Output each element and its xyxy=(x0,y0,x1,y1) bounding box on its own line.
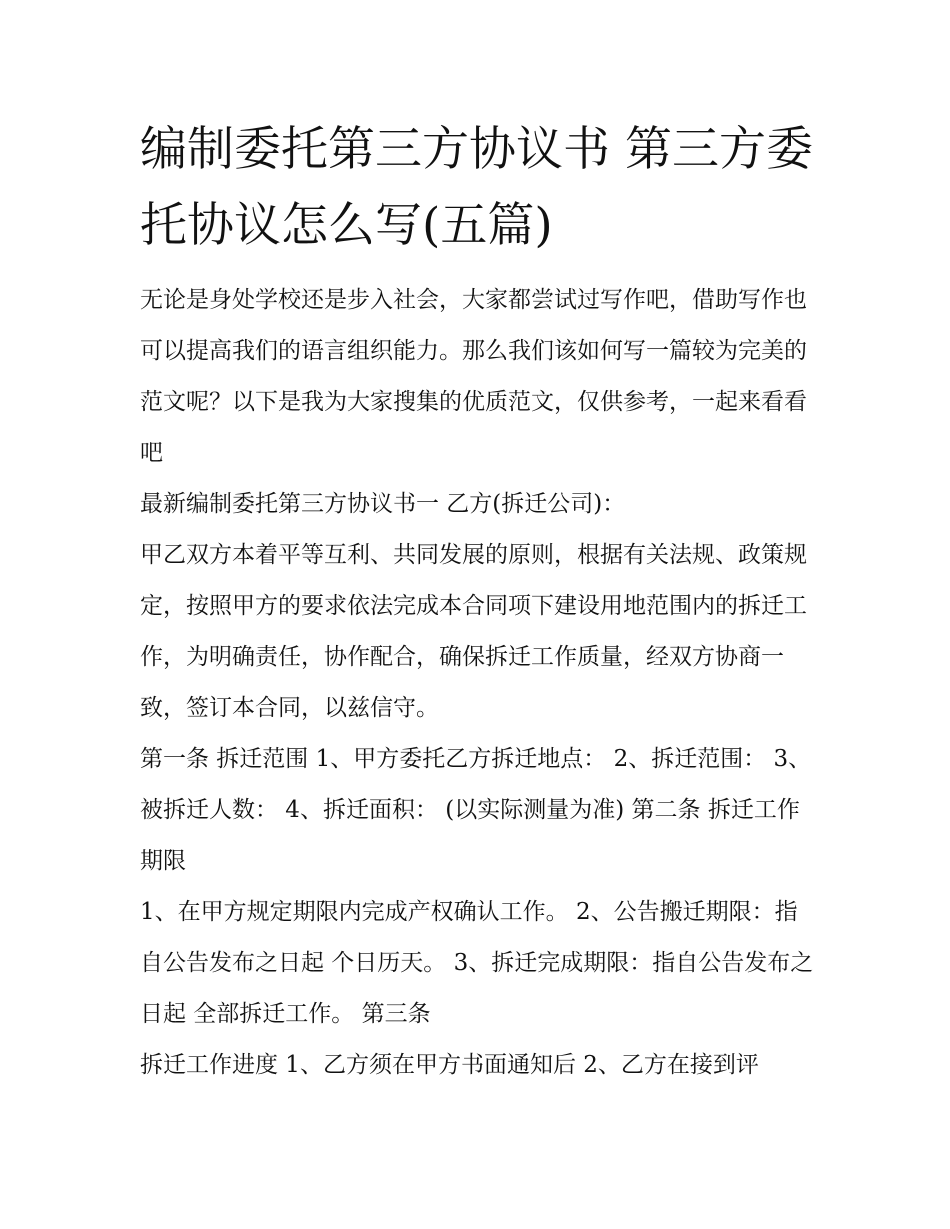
paragraph-article-three: 拆迁工作进度 1、乙方须在甲方书面通知后 2、乙方在接到评 xyxy=(140,1052,759,1078)
paragraph-intro: 无论是身处学校还是步入社会，大家都尝试过写作吧，借助写作也可以提高我们的语言组织能力。那么我们该如何写一篇较为完美的范文呢？以下是我为大家搜集的优质范文，仅供参考，一起来看看吧 xyxy=(140,287,807,466)
paragraph-principle: 甲乙双方本着平等互利、共同发展的原则，根据有关法规、政策规定，按照甲方的要求依法完成本合同项下建设用地范围内的拆迁工作，为明确责任，协作配合，确保拆迁工作质量，经双方协商一致，签订本合同，以兹信守。 xyxy=(140,542,807,721)
paragraph-article-two: 1、在甲方规定期限内完成产权确认工作。 2、公告搬迁期限：指自公告发布之日起 个日历天。 3、拆迁完成期限：指自公告发布之日起 全部拆迁工作。 第三条 xyxy=(140,899,814,1027)
paragraph-heading-one: 最新编制委托第三方协议书一 乙方(拆迁公司)： xyxy=(140,491,626,517)
document-page xyxy=(140,112,815,1091)
document-title: 编制委托第三方协议书 第三方委托协议怎么写(五篇) xyxy=(140,122,813,253)
paragraph-article-one: 第一条 拆迁范围 1、甲方委托乙方拆迁地点： 2、拆迁范围： 3、被拆迁人数： 4、拆迁面积： (以实际测量为准) 第二条 拆迁工作期限 xyxy=(140,746,812,874)
